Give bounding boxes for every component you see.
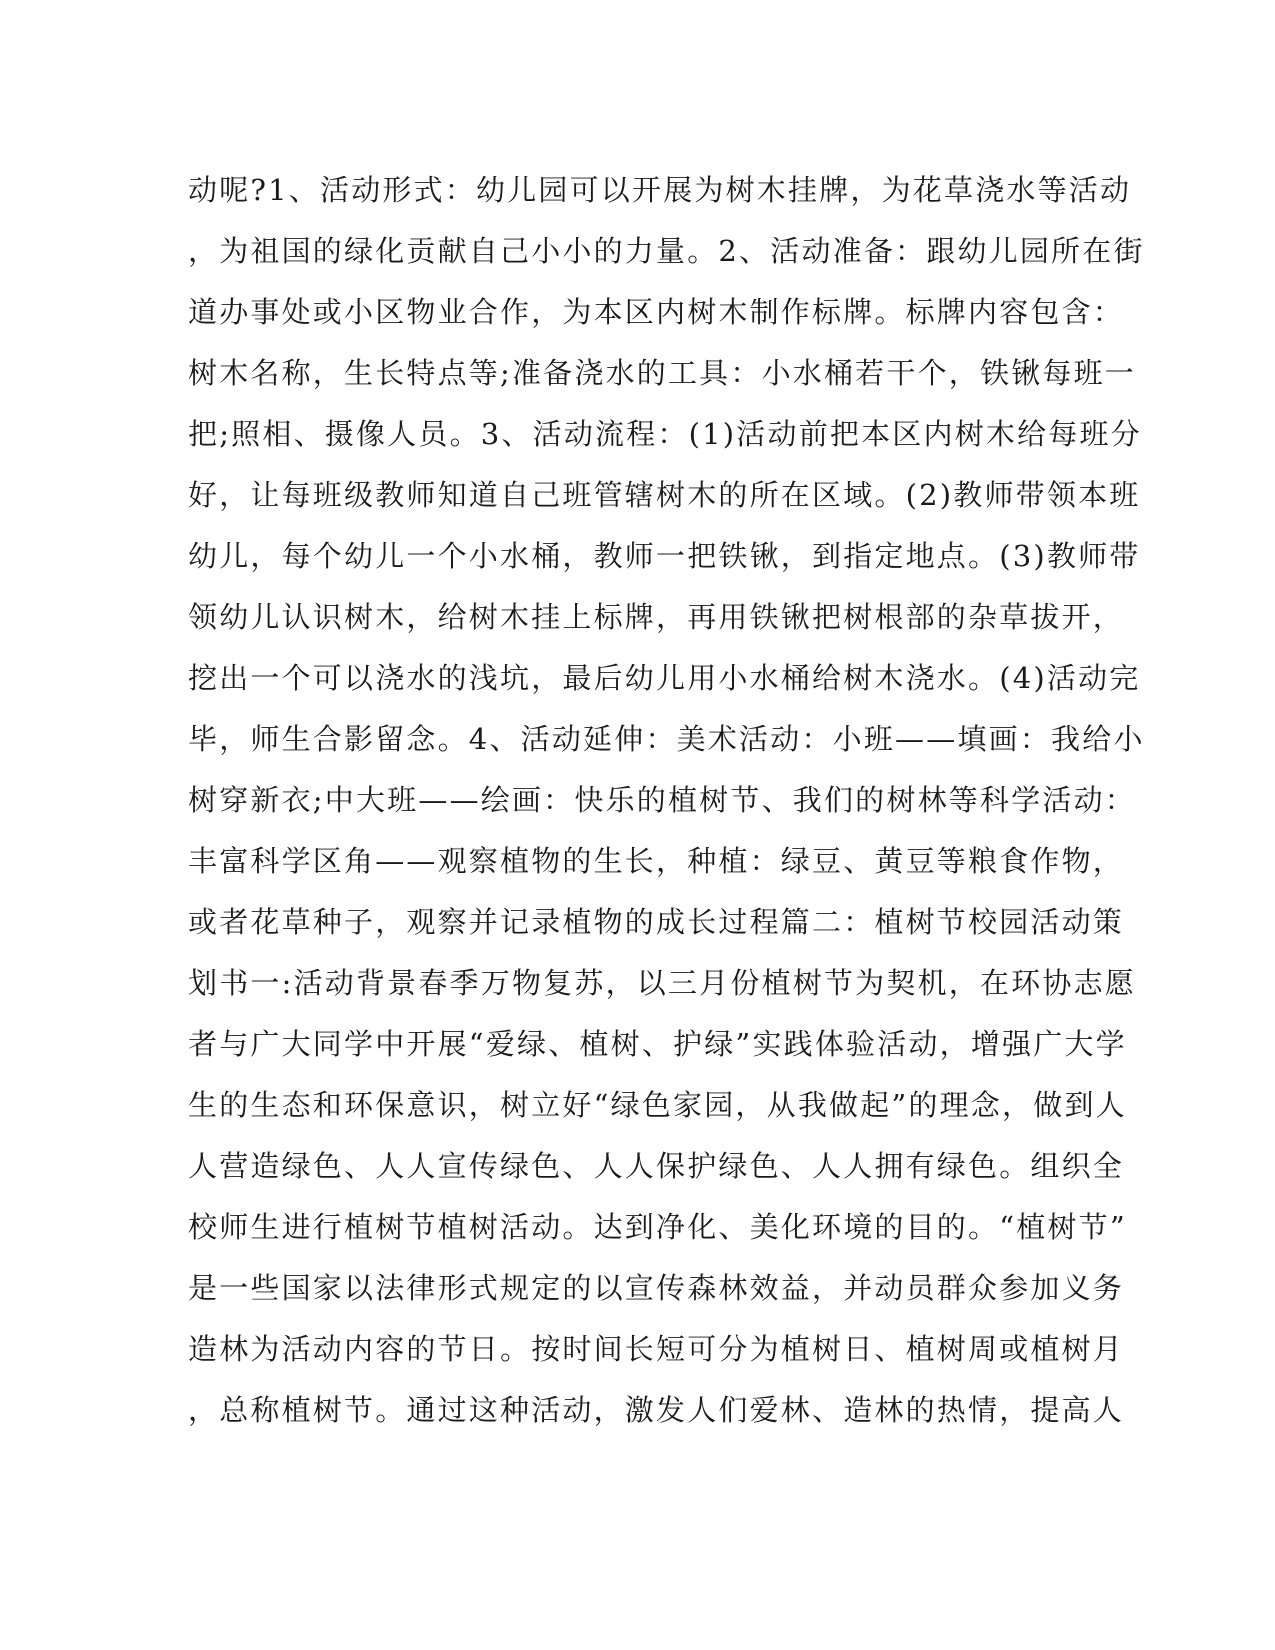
text-line: 造林为活动内容的节日。按时间长短可分为植树日、植树周或植树月 [188, 1332, 1125, 1366]
text-line: 人营造绿色、人人宣传绿色、人人保护绿色、人人拥有绿色。组织全 [188, 1149, 1125, 1183]
body-text [188, 160, 1145, 1441]
text-line: 动呢?1、活动形式：幼儿园可以开展为树木挂牌，为花草浇水等活动 [188, 173, 1132, 207]
text-line: 校师生进行植树节植树活动。达到净化、美化环境的目的。“植树节” [188, 1210, 1127, 1244]
text-line: 毕，师生合影留念。4、活动延伸：美术活动：小班——填画：我给小 [188, 722, 1145, 756]
text-line: 好，让每班级教师知道自己班管辖树木的所在区域。(2)教师带领本班 [188, 478, 1141, 512]
text-line: 丰富科学区角——观察植物的生长，种植：绿豆、黄豆等粮食作物， [188, 844, 1125, 878]
text-line: 道办事处或小区物业合作，为本区内树木制作标牌。标牌内容包含： [188, 295, 1125, 329]
text-line: 生的生态和环保意识，树立好“绿色家园，从我做起”的理念，做到人 [188, 1088, 1127, 1122]
text-line: 者与广大同学中开展“爱绿、植树、护绿”实践体验活动，增强广大学 [188, 1027, 1127, 1061]
text-line: 是一些国家以法律形式规定的以宣传森林效益，并动员群众参加义务 [188, 1271, 1125, 1305]
text-line: 树穿新衣;中大班——绘画：快乐的植树节、我们的树林等科学活动： [188, 783, 1136, 817]
text-line: 领幼儿认识树木，给树木挂上标牌，再用铁锹把树根部的杂草拔开， [188, 600, 1125, 634]
text-line: 或者花草种子，观察并记录植物的成长过程篇二：植树节校园活动策 [188, 905, 1125, 939]
text-line: ，总称植树节。通过这种活动，激发人们爱林、造林的热情，提高人 [188, 1393, 1125, 1427]
text-line: 树木名称，生长特点等;准备浇水的工具：小水桶若干个，铁锹每班一 [188, 356, 1136, 390]
text-line: 挖出一个可以浇水的浅坑，最后幼儿用小水桶给树木浇水。(4)活动完 [188, 661, 1141, 695]
text-line: 划书一:活动背景春季万物复苏，以三月份植树节为契机，在环协志愿 [188, 966, 1136, 1000]
text-line: 幼儿，每个幼儿一个小水桶，教师一把铁锹，到指定地点。(3)教师带 [188, 539, 1141, 573]
text-line: 把;照相、摄像人员。3、活动流程：(1)活动前把本区内树木给每班分 [188, 417, 1142, 451]
text-line: ，为祖国的绿化贡献自己小小的力量。2、活动准备：跟幼儿园所在街 [188, 234, 1145, 268]
